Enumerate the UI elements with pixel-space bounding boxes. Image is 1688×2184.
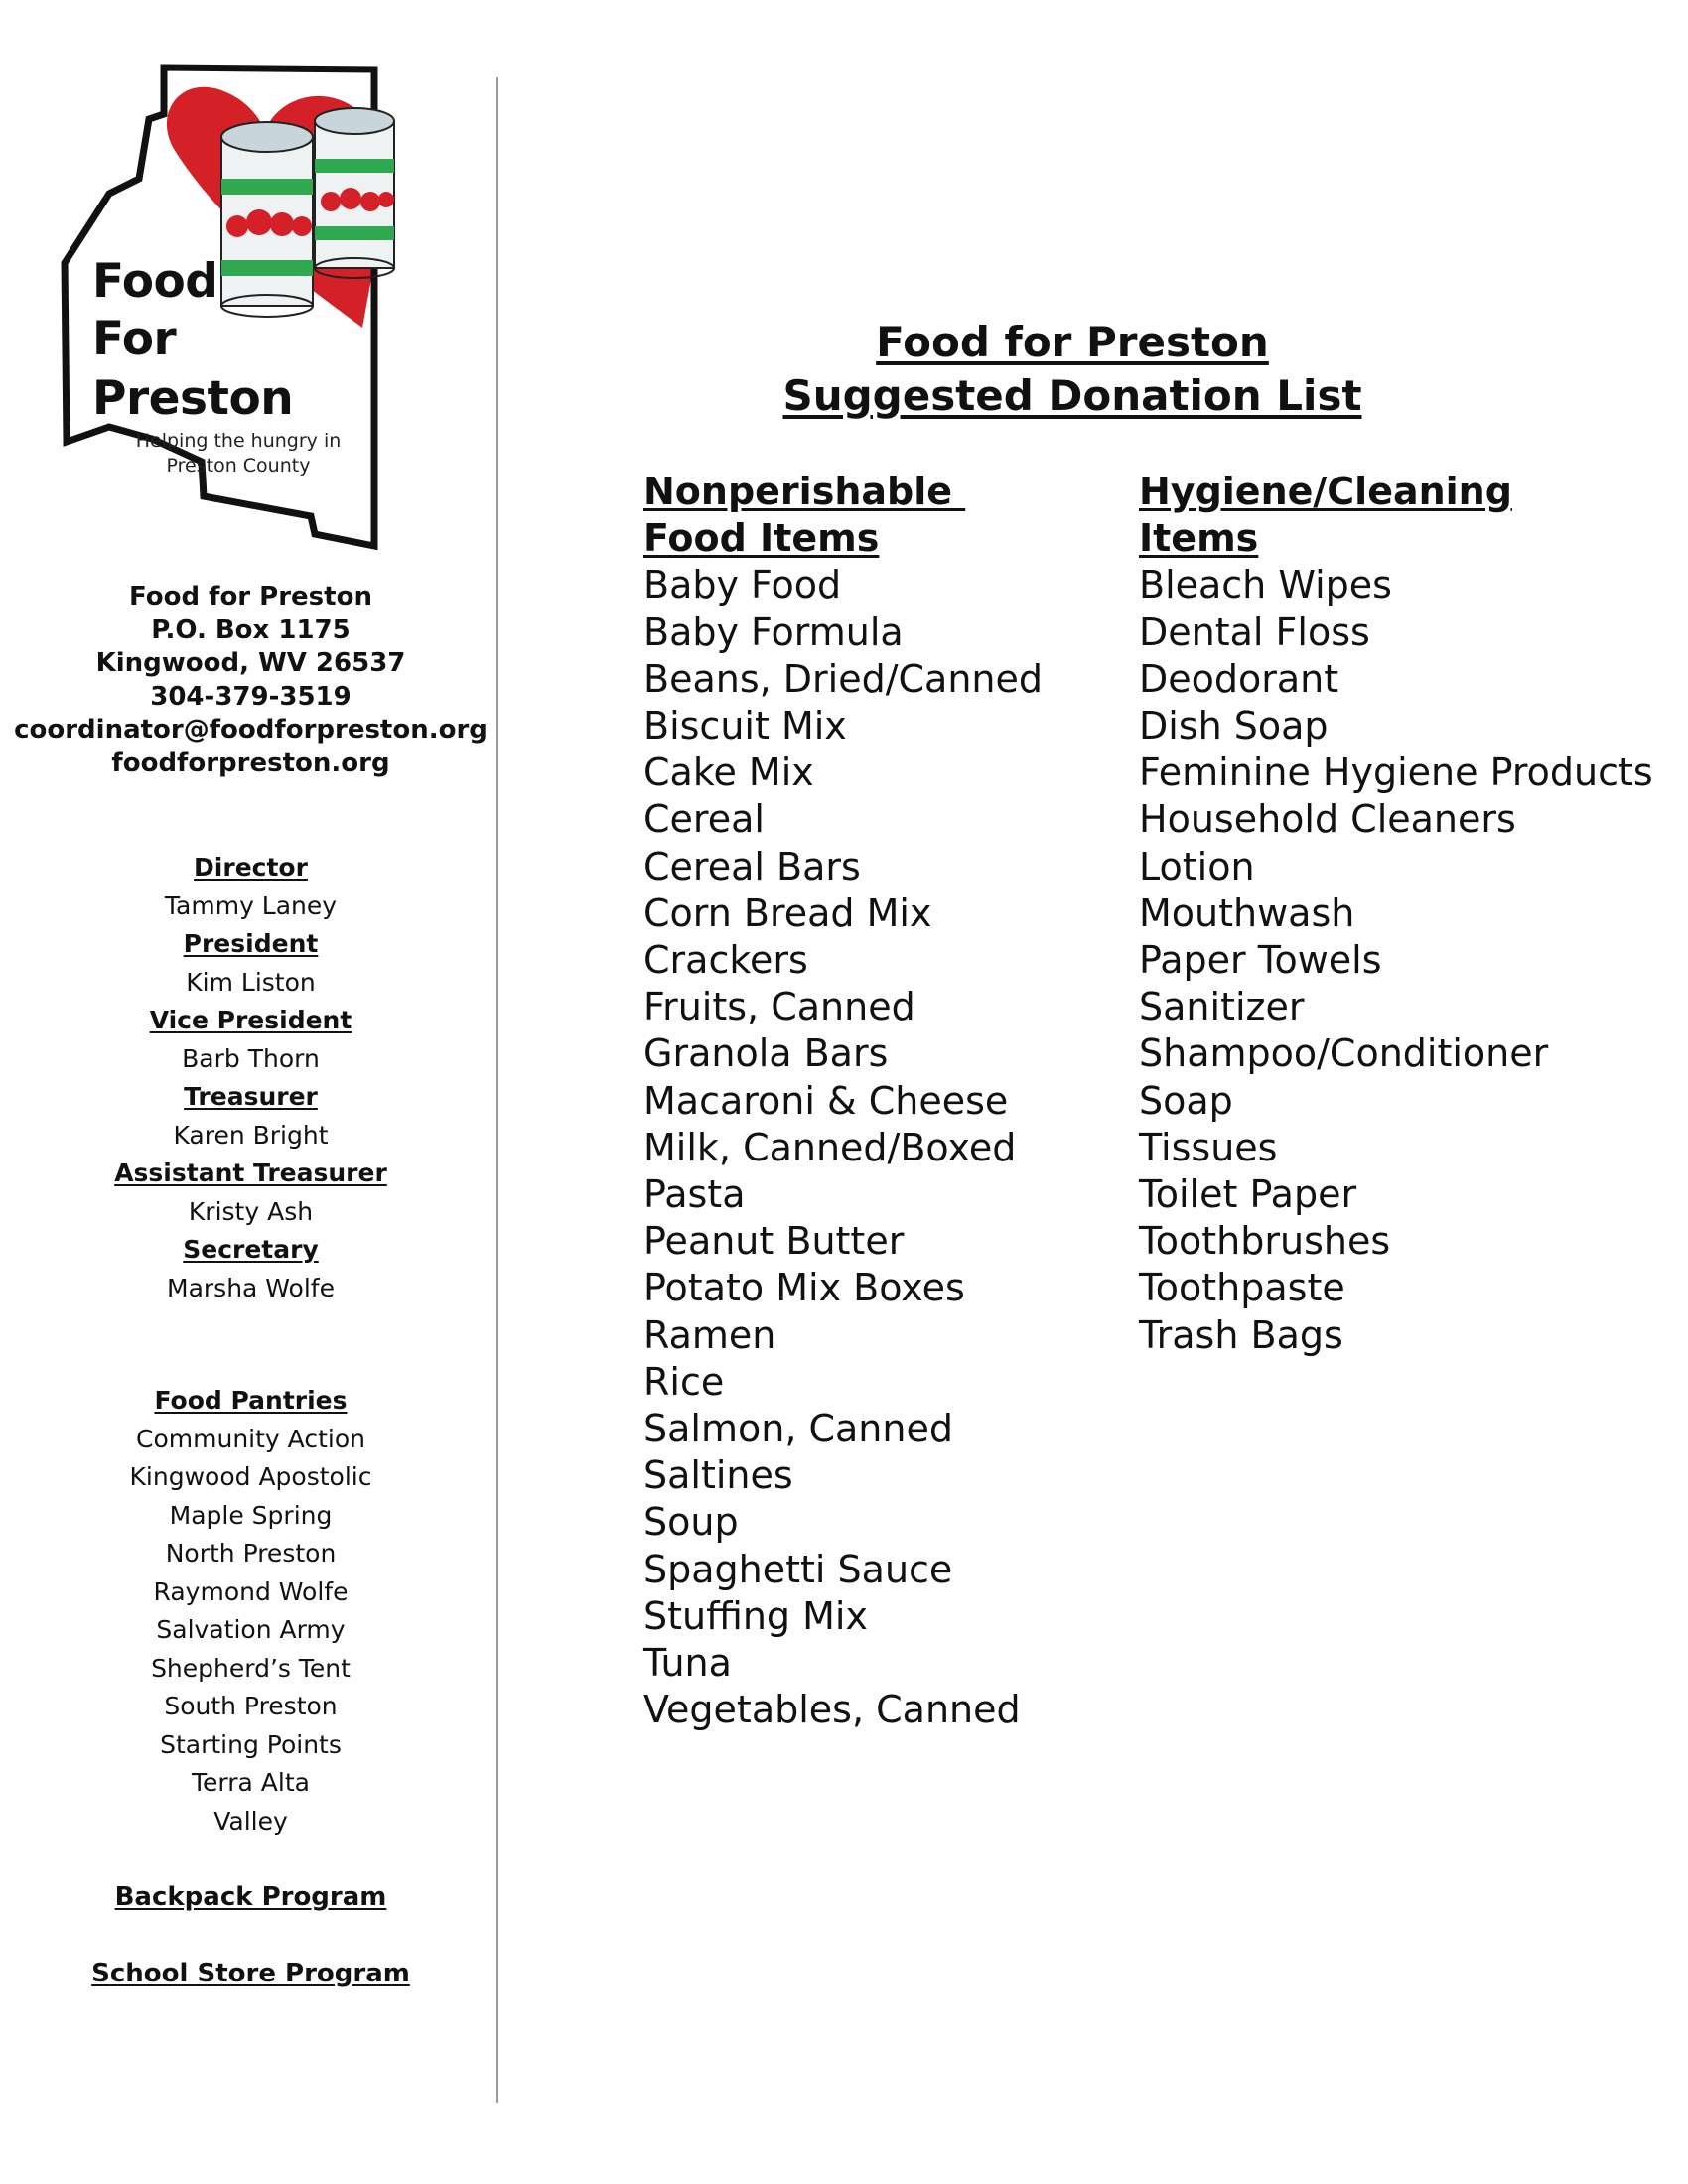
hygiene-column-heading: Items: [1139, 516, 1259, 561]
page-title: [774, 316, 1370, 423]
food-column-heading: Nonperishable: [643, 470, 966, 513]
pantry-item: Starting Points: [160, 1729, 342, 1759]
hygiene-item: Toothpaste: [1139, 1266, 1345, 1310]
food-item: Corn Bread Mix: [643, 890, 932, 935]
address-line: Kingwood, WV 26537: [95, 648, 406, 678]
hygiene-item: Paper Towels: [1139, 938, 1382, 983]
pantry-item: Valley: [213, 1806, 288, 1836]
hygiene-items-column: [1139, 469, 1653, 1359]
hygiene-item: Shampoo/Conditioner: [1139, 1031, 1549, 1076]
page-title-line: Food for Preston: [876, 318, 1269, 366]
food-item: Tuna: [643, 1641, 732, 1686]
pantries-heading: Food Pantries: [154, 1386, 348, 1415]
food-item: Pasta: [643, 1172, 746, 1217]
hygiene-item: Soap: [1139, 1078, 1233, 1123]
food-item: Cereal: [643, 797, 765, 842]
role-title: Assistant Treasurer: [114, 1159, 387, 1187]
phone-number[interactable]: 304-379-3519: [150, 681, 352, 712]
pantry-item: Shepherd’s Tent: [151, 1653, 351, 1683]
logo-tagline-line: Preston County: [166, 455, 311, 477]
person-name: Kim Liston: [186, 968, 316, 997]
hygiene-item: Toothbrushes: [1139, 1219, 1391, 1264]
role-title: Director: [194, 853, 308, 882]
person-name: Marsha Wolfe: [167, 1274, 335, 1302]
logo-tagline: [114, 429, 362, 478]
food-item: Soup: [643, 1500, 739, 1545]
pantry-item: Kingwood Apostolic: [129, 1462, 372, 1491]
pantry-item: Salvation Army: [156, 1615, 346, 1644]
role-title: President: [183, 929, 319, 958]
role-title: Vice President: [149, 1006, 352, 1034]
vertical-divider: [496, 77, 498, 2103]
food-item: Spaghetti Sauce: [643, 1547, 953, 1591]
hygiene-item: Toilet Paper: [1139, 1172, 1357, 1217]
backpack-program-link[interactable]: Backpack Program: [114, 1882, 387, 1912]
hygiene-item: Trash Bags: [1139, 1312, 1343, 1357]
role-title: Treasurer: [184, 1082, 318, 1111]
food-item: Cake Mix: [643, 751, 814, 795]
hygiene-column-heading: Hygiene/Cleaning: [1139, 470, 1512, 513]
can-icon: [315, 108, 394, 278]
food-item: Milk, Canned/Boxed: [643, 1125, 1017, 1169]
email-link[interactable]: coordinator@foodforpreston.org: [14, 715, 488, 745]
logo-title-line: Food: [92, 254, 218, 309]
hygiene-item: Tissues: [1139, 1125, 1278, 1169]
logo-title-line: For: [92, 312, 177, 366]
person-name: Barb Thorn: [182, 1044, 320, 1073]
person-name: Kristy Ash: [188, 1197, 314, 1226]
pantry-item: South Preston: [164, 1692, 338, 1720]
address-line: P.O. Box 1175: [151, 614, 351, 645]
person-name: Karen Bright: [173, 1121, 329, 1150]
food-items-column: [643, 469, 1043, 1733]
food-item: Vegetables, Canned: [643, 1688, 1021, 1732]
logo: [55, 60, 452, 556]
food-item: Macaroni & Cheese: [643, 1078, 1009, 1123]
food-item: Saltines: [643, 1453, 793, 1498]
food-item: Cereal Bars: [643, 844, 861, 888]
pantry-item: Maple Spring: [169, 1500, 333, 1530]
hygiene-item: Dish Soap: [1139, 704, 1329, 749]
food-item: Baby Formula: [643, 610, 904, 654]
pantries-list: [0, 1382, 501, 1992]
pantry-item: Raymond Wolfe: [153, 1576, 349, 1606]
food-item: Beans, Dried/Canned: [643, 656, 1044, 701]
food-column-heading: Food Items: [643, 516, 880, 561]
hygiene-item: Lotion: [1139, 844, 1255, 888]
food-item: Baby Food: [643, 563, 842, 608]
pantry-item: Community Action: [136, 1424, 365, 1453]
pantry-item: North Preston: [165, 1539, 337, 1568]
food-item: Rice: [643, 1359, 725, 1404]
logo-title-line: Preston: [92, 371, 294, 426]
hygiene-item: Bleach Wipes: [1139, 563, 1392, 608]
food-item: Peanut Butter: [643, 1219, 905, 1264]
food-item: Potato Mix Boxes: [643, 1266, 965, 1310]
hygiene-item: Sanitizer: [1139, 985, 1305, 1029]
page-title-line: Suggested Donation List: [782, 371, 1362, 420]
hygiene-item: Dental Floss: [1139, 610, 1370, 654]
school-store-program-link[interactable]: School Store Program: [91, 1958, 410, 1988]
food-item: Crackers: [643, 938, 808, 983]
hygiene-item: Mouthwash: [1139, 890, 1355, 935]
person-name: Tammy Laney: [164, 891, 338, 920]
food-item: Biscuit Mix: [643, 704, 847, 749]
org-name: Food for Preston: [129, 582, 372, 612]
hygiene-item: Household Cleaners: [1139, 797, 1516, 842]
website-link[interactable]: foodforpreston.org: [111, 748, 390, 778]
logo-tagline-line: Helping the hungry in: [135, 430, 342, 452]
hygiene-item: Feminine Hygiene Products: [1139, 751, 1653, 795]
role-title: Secretary: [183, 1235, 319, 1264]
food-item: Granola Bars: [643, 1031, 889, 1076]
food-item: Ramen: [643, 1312, 776, 1357]
hygiene-item: Deodorant: [1139, 656, 1339, 701]
food-item: Salmon, Canned: [643, 1407, 953, 1451]
pantry-item: Terra Alta: [192, 1768, 310, 1797]
can-icon: [221, 122, 313, 317]
contact-block: [0, 581, 501, 780]
food-item: Stuffing Mix: [643, 1593, 868, 1638]
food-item: Fruits, Canned: [643, 985, 915, 1029]
leadership-list: [0, 849, 501, 1307]
